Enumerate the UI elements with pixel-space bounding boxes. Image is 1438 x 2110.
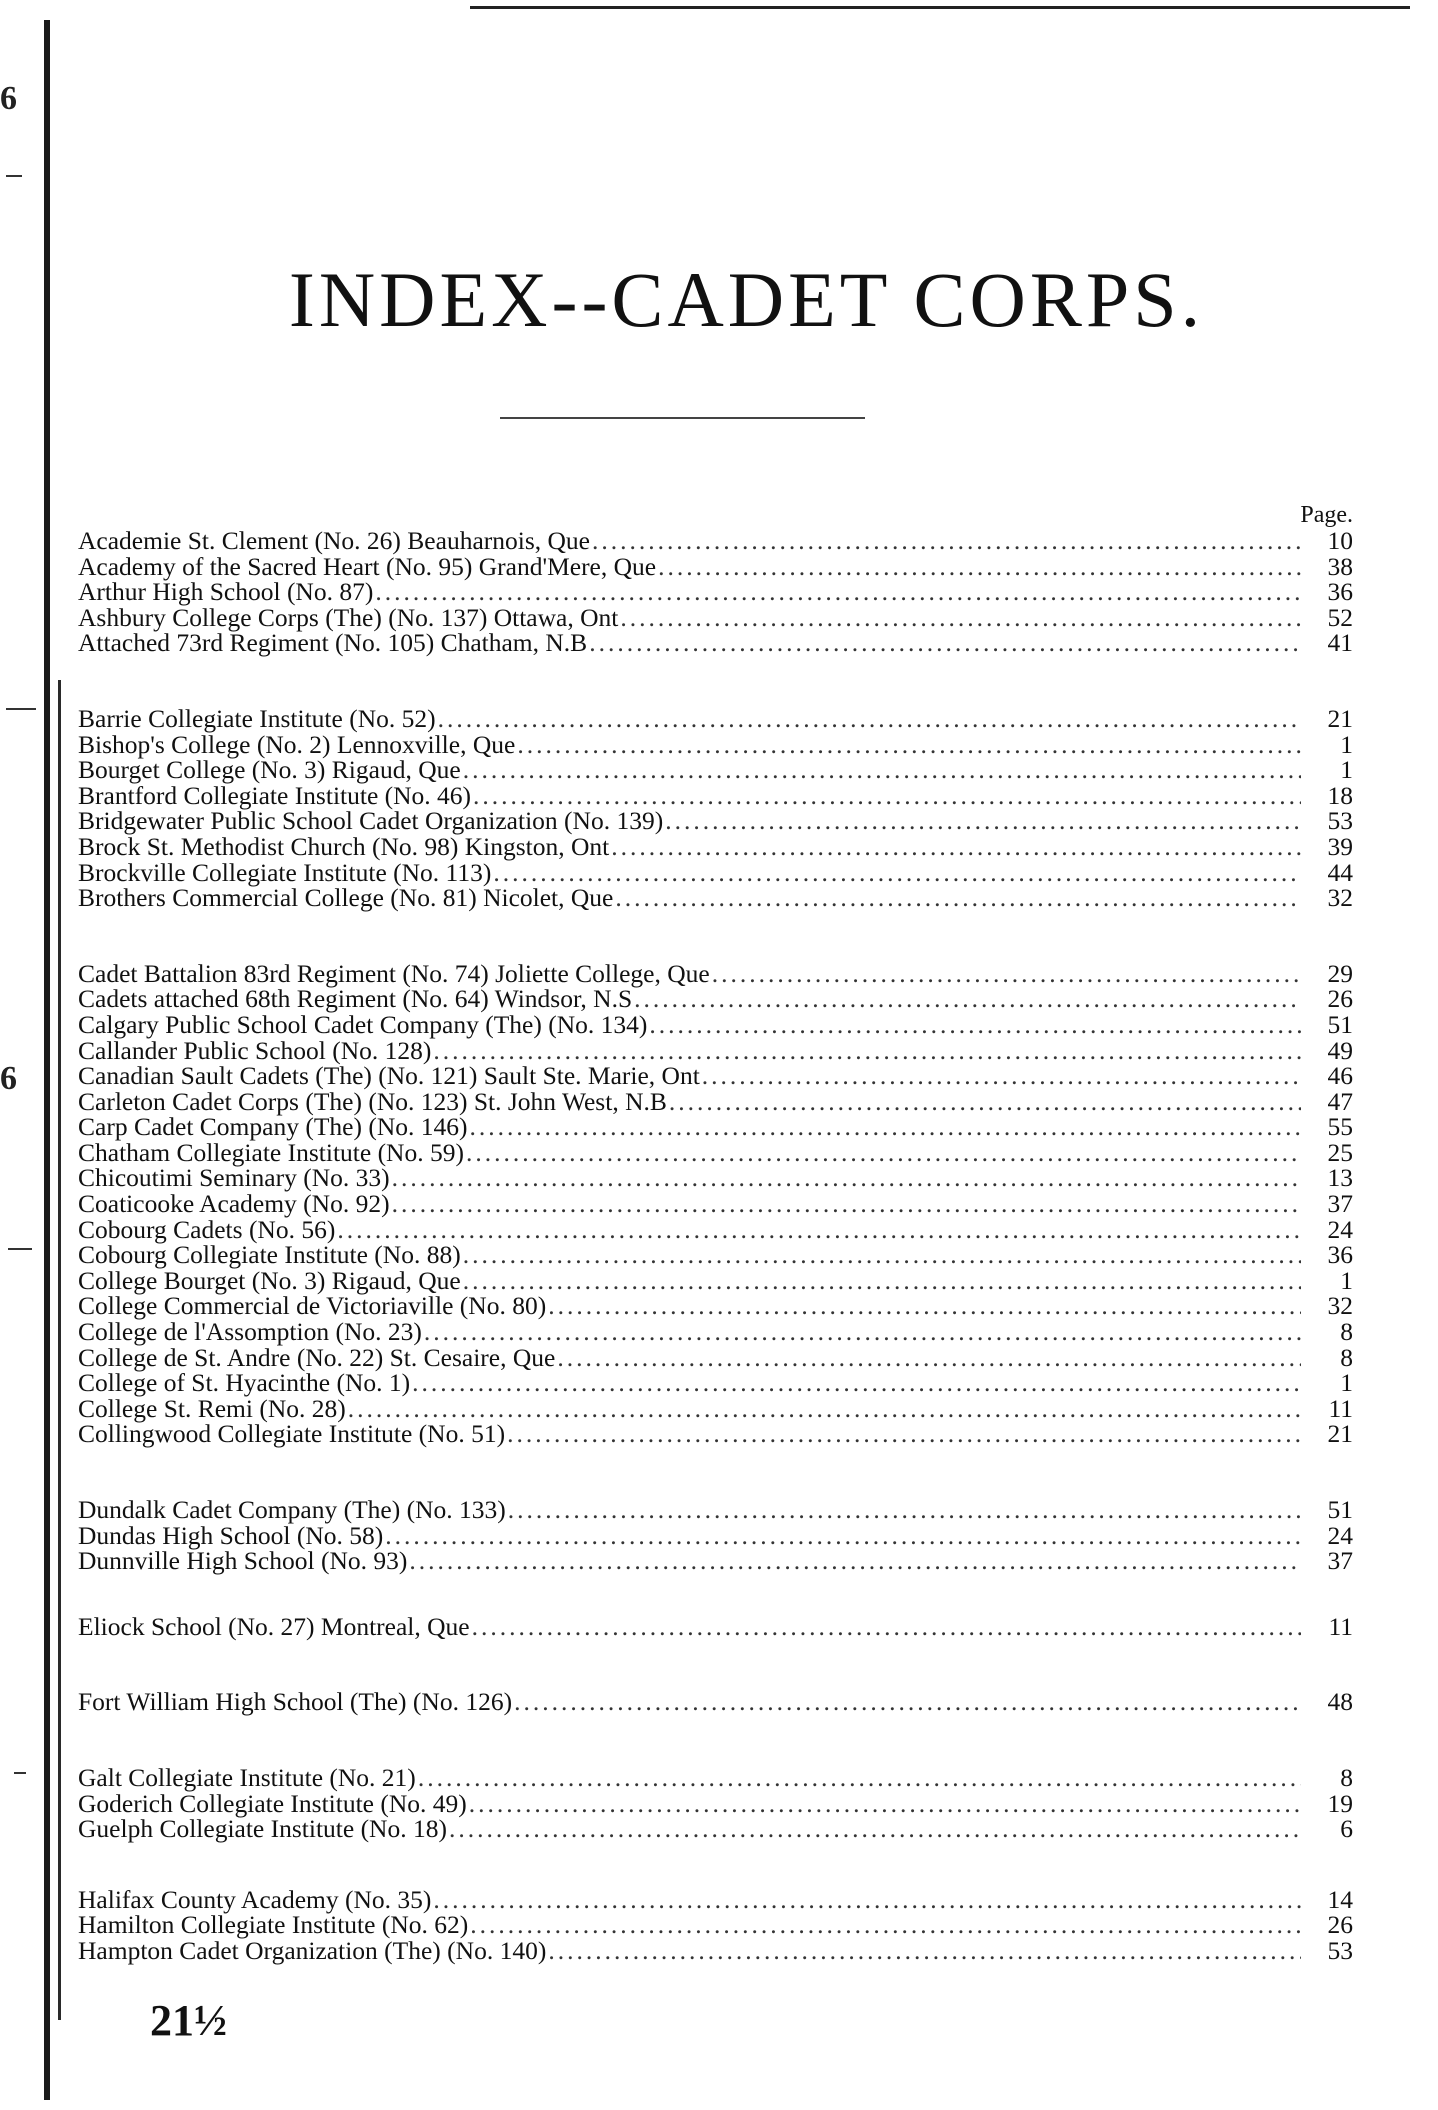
entry-name: Brockville Collegiate Institute (No. 113): [78, 857, 492, 887]
dot-leader: [433, 1038, 1301, 1064]
entry-page: 24: [1327, 1214, 1353, 1244]
index-entry: [78, 1497, 1353, 1523]
entry-name: Galt Collegiate Institute (No. 21): [78, 1762, 416, 1792]
index-entry: [78, 1689, 1353, 1715]
dot-leader: [548, 1293, 1301, 1319]
entry-name: Goderich Collegiate Institute (No. 49): [78, 1788, 467, 1818]
entry-name: Guelph Collegiate Institute (No. 18): [78, 1814, 447, 1844]
entry-page: 11: [1328, 1393, 1353, 1423]
entry-name: Calgary Public School Cadet Company (The) (No. 134): [78, 1009, 648, 1039]
dot-leader: [348, 1396, 1301, 1422]
dot-leader: [392, 1165, 1301, 1191]
dot-leader: [472, 1614, 1301, 1640]
margin-mark: 6: [0, 80, 17, 117]
index-entry: [78, 1063, 1353, 1089]
dot-leader: [620, 605, 1301, 631]
index-group: [78, 1762, 1353, 1844]
margin-dash: [6, 708, 36, 710]
entry-name: Chicoutimi Seminary (No. 33): [78, 1163, 390, 1193]
entry-name: Dunnville High School (No. 93): [78, 1546, 408, 1576]
index-entry: [78, 1912, 1353, 1938]
entry-name: Brothers Commercial College (No. 81) Nicolet, Que: [78, 883, 614, 913]
dot-leader: [669, 1089, 1301, 1115]
dot-leader: [337, 1217, 1301, 1243]
entry-page: 51: [1327, 1009, 1353, 1039]
index-entry: [78, 1611, 1353, 1641]
top-rule: [470, 6, 1410, 9]
entry-name: Arthur High School (No. 87): [78, 577, 374, 607]
entry-name: College St. Remi (No. 28): [78, 1393, 346, 1423]
entry-name: Callander Public School (No. 128): [78, 1035, 432, 1065]
entry-page: 11: [1328, 1611, 1353, 1641]
index-entry: [78, 831, 1353, 861]
entry-page: 53: [1327, 806, 1353, 836]
entry-name: Cobourg Collegiate Institute (No. 88): [78, 1240, 461, 1270]
entry-page: 1: [1340, 755, 1353, 785]
entry-name: Collingwood Collegiate Institute (No. 51): [78, 1419, 506, 1449]
entry-name: Carp Cadet Company (The) (No. 146): [78, 1112, 468, 1142]
entry-name: Hampton Cadet Organization (The) (No. 140): [78, 1935, 547, 1965]
index-group: [78, 1611, 1353, 1641]
entry-page: 51: [1327, 1495, 1353, 1524]
index-group: [78, 958, 1353, 1449]
index-entry: [78, 1520, 1353, 1550]
index-entry: [78, 1191, 1353, 1217]
dot-leader: [449, 1816, 1301, 1842]
dot-leader: [438, 706, 1301, 732]
dot-leader: [592, 528, 1301, 554]
index-entry: [78, 986, 1353, 1012]
dot-leader: [514, 1689, 1301, 1715]
entry-name: Carleton Cadet Corps (The) (No. 123) St. John West, N.B: [78, 1086, 667, 1116]
dot-leader: [470, 1912, 1301, 1938]
entry-page: 38: [1327, 551, 1353, 581]
entry-name: Brock St. Methodist Church (No. 98) Kingston, Ont: [78, 831, 610, 861]
entry-name: Barrie Collegiate Institute (No. 52): [78, 703, 436, 733]
dot-leader: [493, 860, 1301, 886]
index-entry: [78, 1242, 1353, 1268]
index-entry: [78, 1319, 1353, 1345]
dot-leader: [508, 1497, 1301, 1523]
entry-page: 26: [1327, 984, 1353, 1014]
index-groups: [78, 528, 1353, 1964]
dot-leader: [634, 986, 1301, 1012]
margin-dash: [8, 1248, 32, 1250]
index-group: [78, 1497, 1353, 1574]
entry-name: Canadian Sault Cadets (The) (No. 121) Sault Ste. Marie, Ont: [78, 1061, 700, 1091]
entry-page: 25: [1327, 1137, 1353, 1167]
index-entry: [78, 729, 1353, 759]
entry-page: 36: [1327, 577, 1353, 607]
entry-page: 10: [1327, 526, 1353, 555]
dot-leader: [665, 808, 1301, 834]
entry-page: 1: [1340, 1368, 1353, 1398]
entry-page: 8: [1340, 1317, 1353, 1347]
index-entry: [78, 630, 1353, 656]
dot-leader: [548, 1938, 1301, 1964]
dot-leader: [473, 783, 1301, 809]
title-rule: [500, 417, 865, 419]
dot-leader: [463, 1242, 1301, 1268]
dot-leader: [418, 1765, 1301, 1791]
entry-page: 55: [1327, 1112, 1353, 1142]
entry-page: 37: [1327, 1546, 1353, 1576]
index-entry: [78, 1137, 1353, 1167]
index-list: [78, 502, 1353, 1964]
dot-leader: [469, 1791, 1301, 1817]
entry-name: Brantford Collegiate Institute (No. 46): [78, 780, 472, 810]
entry-page: 46: [1327, 1061, 1353, 1091]
index-entry: [78, 1884, 1353, 1914]
index-entry: [78, 1086, 1353, 1116]
entry-page: 6: [1340, 1814, 1353, 1844]
entry-page: 24: [1327, 1520, 1353, 1550]
entry-page: 21: [1327, 1419, 1353, 1449]
index-entry: [78, 780, 1353, 810]
entry-page: 52: [1327, 602, 1353, 632]
index-group: [78, 1689, 1353, 1715]
entry-page: 8: [1340, 1342, 1353, 1372]
entry-name: Eliock School (No. 27) Montreal, Que: [78, 1611, 470, 1641]
margin-mark: 6: [0, 1060, 17, 1097]
entry-page: 14: [1327, 1884, 1353, 1914]
index-entry: [78, 1421, 1353, 1447]
entry-page: 49: [1327, 1035, 1353, 1065]
dot-leader: [463, 1268, 1301, 1294]
index-entry: [78, 1165, 1353, 1191]
index-entry: [78, 703, 1353, 733]
entry-page: 48: [1327, 1687, 1353, 1717]
entry-name: Ashbury College Corps (The) (No. 137) Ottawa, Ont: [78, 602, 619, 632]
entry-name: College Bourget (No. 3) Rigaud, Que: [78, 1265, 461, 1295]
margin-dash: [14, 1772, 26, 1774]
index-entry: [78, 1035, 1353, 1065]
entry-page: 39: [1327, 831, 1353, 861]
entry-name: Academie St. Clement (No. 26) Beauharnois, Que: [78, 526, 590, 555]
dot-leader: [392, 1191, 1301, 1217]
entry-page: 19: [1327, 1788, 1353, 1818]
entry-page: 1: [1340, 729, 1353, 759]
entry-page: 36: [1327, 1240, 1353, 1270]
page-column-label: Page.: [1300, 502, 1353, 528]
dot-leader: [615, 885, 1301, 911]
entry-page: 37: [1327, 1189, 1353, 1219]
index-entry: [78, 602, 1353, 632]
entry-name: College Commercial de Victoriaville (No. 80): [78, 1291, 547, 1321]
entry-page: 32: [1327, 1291, 1353, 1321]
index-entry: [78, 885, 1353, 911]
entry-name: Fort William High School (The) (No. 126): [78, 1687, 513, 1717]
index-entry: [78, 757, 1353, 783]
entry-page: 32: [1327, 883, 1353, 913]
entry-name: College of St. Hyacinthe (No. 1): [78, 1368, 411, 1398]
index-entry: [78, 1265, 1353, 1295]
entry-name: Hamilton Collegiate Institute (No. 62): [78, 1910, 469, 1940]
entry-name: Coaticooke Academy (No. 92): [78, 1189, 390, 1219]
index-entry: [78, 1935, 1353, 1965]
dot-leader: [466, 1140, 1301, 1166]
entry-page: 41: [1327, 628, 1353, 658]
index-entry: [78, 808, 1353, 834]
index-entry: [78, 1548, 1353, 1574]
index-entry: [78, 1214, 1353, 1244]
index-entry: [78, 1114, 1353, 1140]
entry-page: 21: [1327, 703, 1353, 733]
index-group: [78, 528, 1353, 656]
index-entry: [78, 1342, 1353, 1372]
entry-name: College de St. Andre (No. 22) St. Cesaire, Que: [78, 1342, 556, 1372]
index-entry: [78, 857, 1353, 887]
index-entry: [78, 551, 1353, 581]
index-entry: [78, 1393, 1353, 1423]
entry-name: Bridgewater Public School Cadet Organization (No. 139): [78, 806, 664, 836]
entry-name: Academy of the Sacred Heart (No. 95) Grand'Mere, Que: [78, 551, 657, 581]
dot-leader: [517, 732, 1301, 758]
index-entry: [78, 1370, 1353, 1396]
entry-name: Chatham Collegiate Institute (No. 59): [78, 1137, 464, 1167]
dot-leader: [702, 1063, 1301, 1089]
index-entry: [78, 1762, 1353, 1792]
dot-leader: [589, 630, 1301, 656]
binding-edge-inner: [58, 680, 61, 2020]
dot-leader: [470, 1114, 1302, 1140]
page-title: INDEX--CADET CORPS.: [288, 256, 1205, 343]
entry-page: 47: [1327, 1086, 1353, 1116]
dot-leader: [611, 834, 1301, 860]
index-entry: [78, 958, 1353, 988]
dot-leader: [375, 579, 1301, 605]
entry-name: Attached 73rd Regiment (No. 105) Chatham, N.B: [78, 628, 588, 658]
index-entry: [78, 528, 1353, 554]
index-entry: [78, 1816, 1353, 1842]
dot-leader: [385, 1523, 1301, 1549]
dot-leader: [658, 554, 1301, 580]
entry-name: Cobourg Cadets (No. 56): [78, 1214, 336, 1244]
entry-name: Halifax County Academy (No. 35): [78, 1884, 432, 1914]
dot-leader: [557, 1345, 1301, 1371]
index-entry: [78, 579, 1353, 605]
index-entry: [78, 1293, 1353, 1319]
index-entry: [78, 1788, 1353, 1818]
dot-leader: [712, 961, 1301, 987]
margin-dash: [6, 175, 22, 177]
dot-leader: [424, 1319, 1301, 1345]
entry-name: Cadet Battalion 83rd Regiment (No. 74) Joliette College, Que: [78, 958, 710, 988]
entry-name: Dundalk Cadet Company (The) (No. 133): [78, 1495, 506, 1524]
entry-name: Bourget College (No. 3) Rigaud, Que: [78, 755, 461, 785]
index-group: [78, 703, 1353, 913]
entry-page: 8: [1340, 1762, 1353, 1792]
entry-page: 1: [1340, 1265, 1353, 1295]
dot-leader: [507, 1421, 1301, 1447]
entry-name: Dundas High School (No. 58): [78, 1520, 384, 1550]
page-folio: 21½: [150, 1996, 227, 2045]
entry-name: College de l'Assomption (No. 23): [78, 1317, 422, 1347]
index-entry: [78, 1009, 1353, 1039]
entry-page: 18: [1327, 780, 1353, 810]
entry-name: Bishop's College (No. 2) Lennoxville, Que: [78, 729, 516, 759]
dot-leader: [463, 757, 1301, 783]
entry-page: 53: [1327, 1935, 1353, 1965]
entry-page: 26: [1327, 1910, 1353, 1940]
entry-page: 44: [1327, 857, 1353, 887]
dot-leader: [649, 1012, 1301, 1038]
dot-leader: [409, 1548, 1301, 1574]
entry-name: Cadets attached 68th Regiment (No. 64) Windsor, N.S: [78, 984, 633, 1014]
entry-page: 13: [1327, 1163, 1353, 1193]
dot-leader: [412, 1370, 1301, 1396]
dot-leader: [433, 1887, 1301, 1913]
entry-page: 29: [1327, 958, 1353, 988]
index-group: [78, 1884, 1353, 1965]
